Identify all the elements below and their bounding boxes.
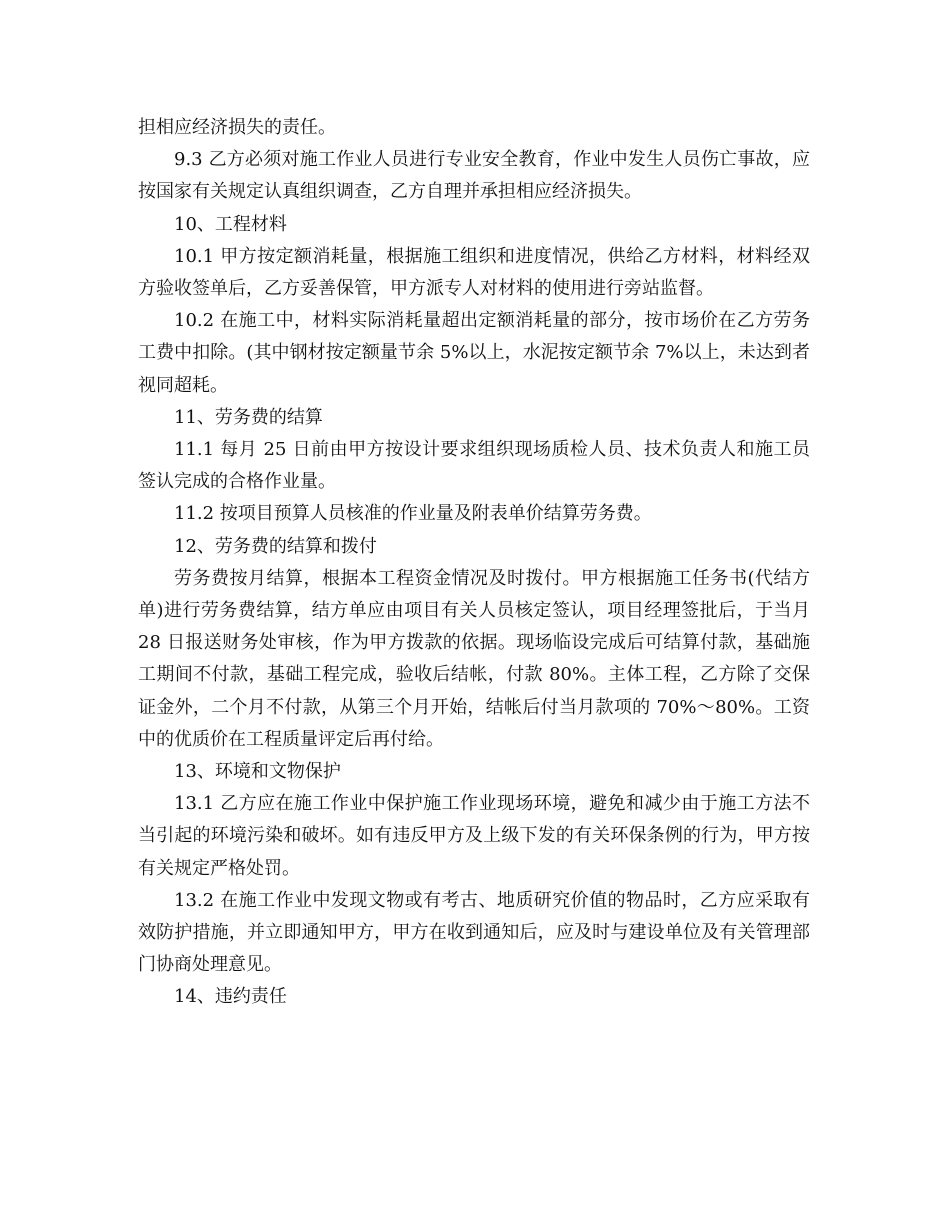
paragraph-continuation: 担相应经济损失的责任。 [138, 117, 336, 138]
document-body [138, 112, 810, 1014]
section-heading-13: 13、环境和文物保护 [174, 761, 341, 783]
section-heading-10: 10、工程材料 [174, 213, 287, 235]
section-heading-14: 14、违约责任 [174, 986, 287, 1008]
clause-11-2: 11.2 按项目预算人员核准的作业量及附表单价结算劳务费。 [174, 503, 652, 525]
clause-9-3: 9.3 乙方必须对施工作业人员进行专业安全教育，作业中发生人员伤亡事故，应按国家有关规定认真组织调查，乙方自理并承担相应经济损失。 [138, 149, 810, 203]
clause-13-2: 13.2 在施工作业中发现文物或有考古、地质研究价值的物品时，乙方应采取有效防护措施，并立即通知甲方，甲方在收到通知后，应及时与建设单位及有关管理部门协商处理意见。 [138, 889, 810, 976]
clause-10-2: 10.2 在施工中，材料实际消耗量超出定额消耗量的部分，按市场价在乙方劳务工费中扣除。(其中钢材按定额量节余 5%以上，水泥按定额节余 7%以上，未达到者视同超耗。 [138, 310, 810, 396]
clause-12-body: 劳务费按月结算，根据本工程资金情况及时拨付。甲方根据施工任务书(代结方单)进行劳务费结算，结方单应由项目有关人员核定签认，项目经理签批后，于当月 28 日报送财务处审核，作为甲方拨款的依据。现场临设完成后可结算付款，基础施工期间不付款，基础工程完成，验收后结帐，付款 80%。主体工程，乙方除了交保证金外，二个月不付款，从第三个月开始，结帐后付当月款项的 70%～80%。工资中的优质价在工程质量评定后再付给。 [138, 567, 810, 750]
clause-11-1: 11.1 每月 25 日前由甲方按设计要求组织现场质检人员、技术负责人和施工员签认完成的合格作业量。 [138, 439, 810, 493]
section-heading-11: 11、劳务费的结算 [174, 406, 323, 428]
section-heading-12: 12、劳务费的结算和拨付 [174, 535, 377, 557]
clause-13-1: 13.1 乙方应在施工作业中保护施工作业现场环境，避免和减少由于施工方法不当引起的环境污染和破坏。如有违反甲方及上级下发的有关环保条例的行为，甲方按有关规定严格处罚。 [138, 793, 810, 879]
clause-10-1: 10.1 甲方按定额消耗量，根据施工组织和进度情况，供给乙方材料，材料经双方验收签单后，乙方妥善保管，甲方派专人对材料的使用进行旁站监督。 [138, 245, 810, 300]
